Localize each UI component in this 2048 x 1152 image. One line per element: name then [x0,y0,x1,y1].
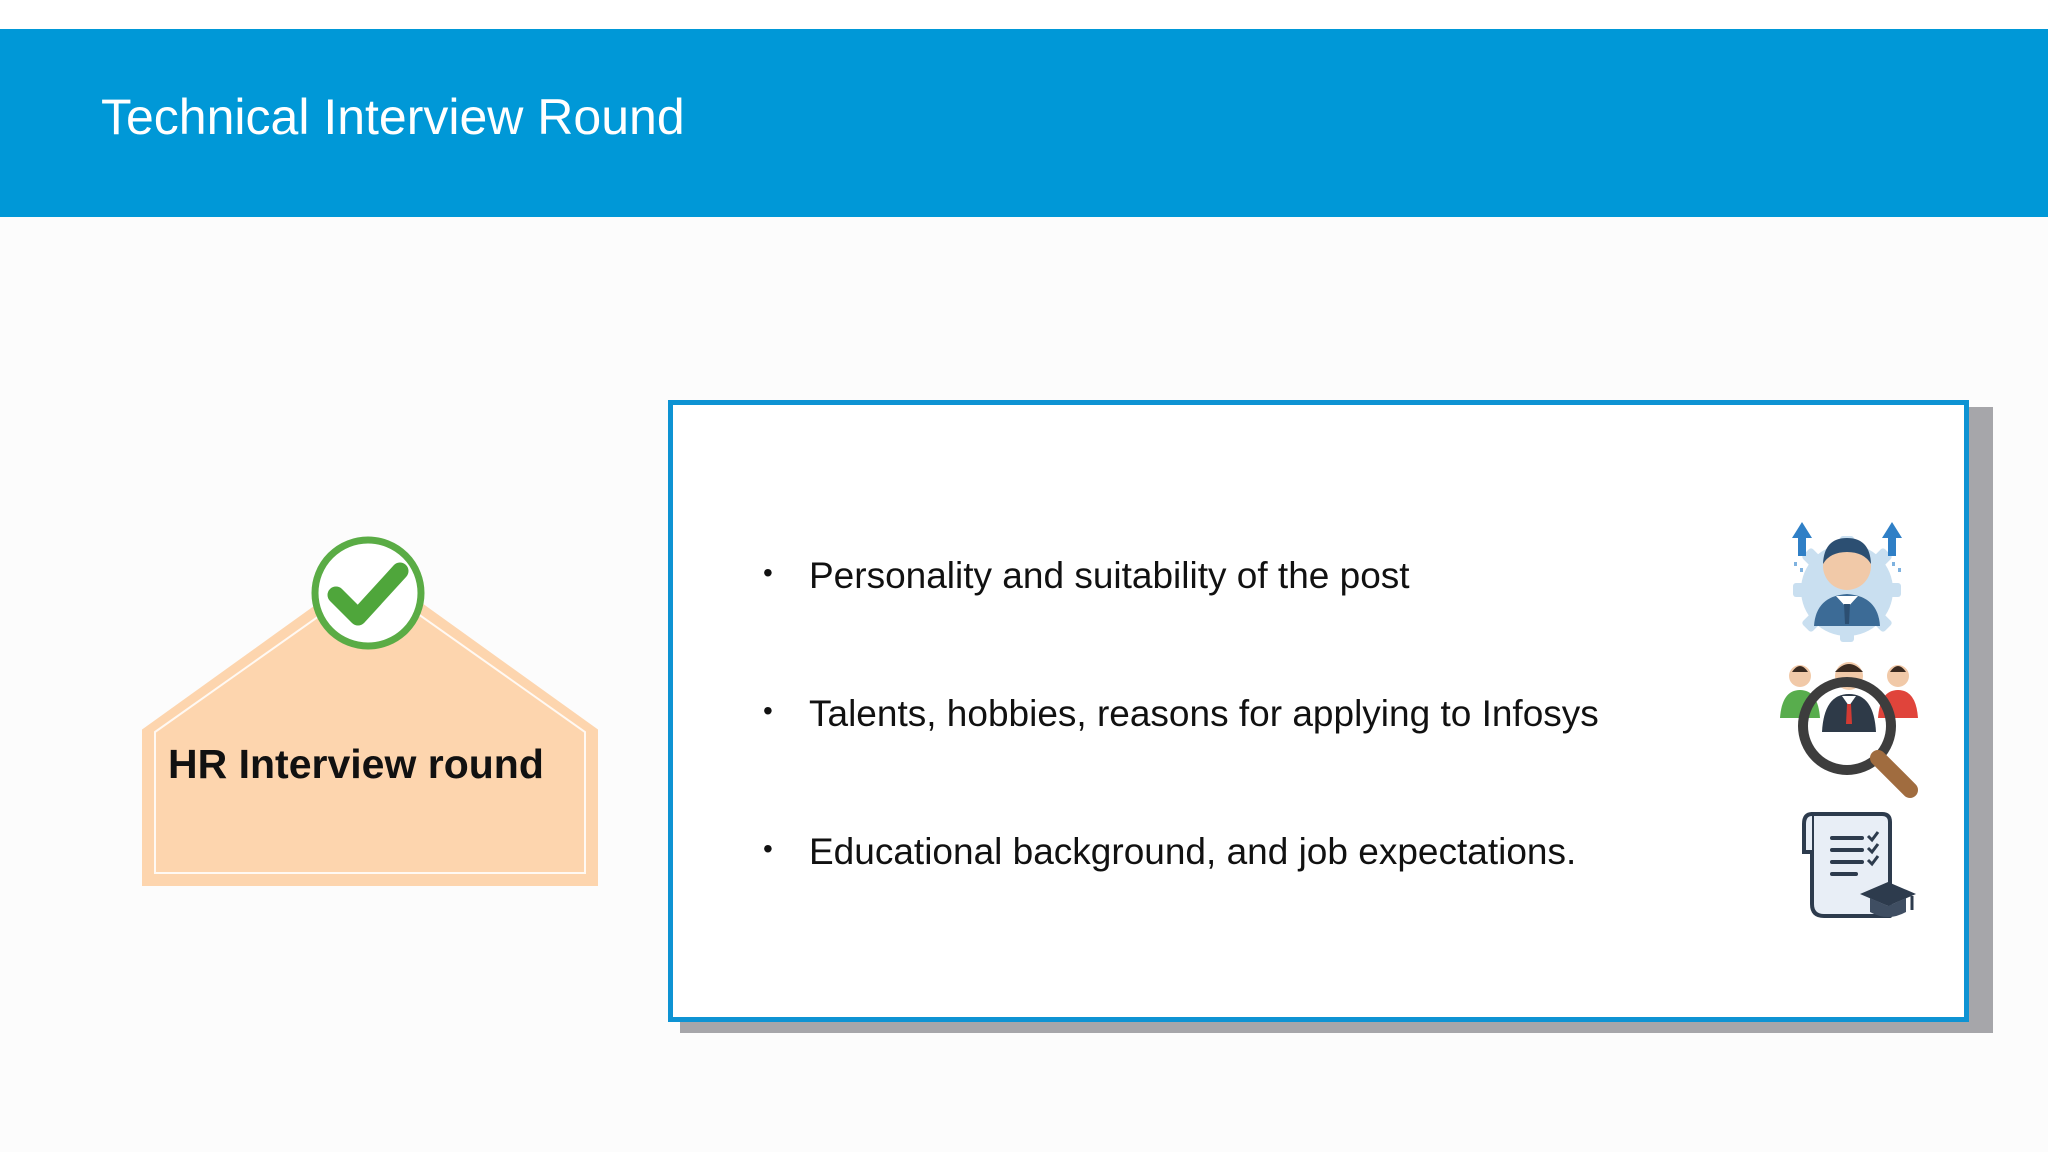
top-strip [0,0,2048,29]
bullet-text: Personality and suitability of the post [809,555,1410,596]
checkmark-badge-icon [308,533,428,653]
bullet-dot: • [763,833,773,864]
bullet-dot: • [763,695,773,726]
slide-title: Technical Interview Round [101,89,685,145]
bullet-text: Educational background, and job expectations. [809,831,1577,872]
hr-box-label: HR Interview round [168,741,544,787]
education-document-icon [1800,808,1918,926]
candidate-search-icon [1770,656,1928,808]
bullet-text: Talents, hobbies, reasons for applying to Infosys [809,693,1599,734]
person-gear-icon [1778,508,1916,646]
bullet-dot: • [763,557,773,588]
